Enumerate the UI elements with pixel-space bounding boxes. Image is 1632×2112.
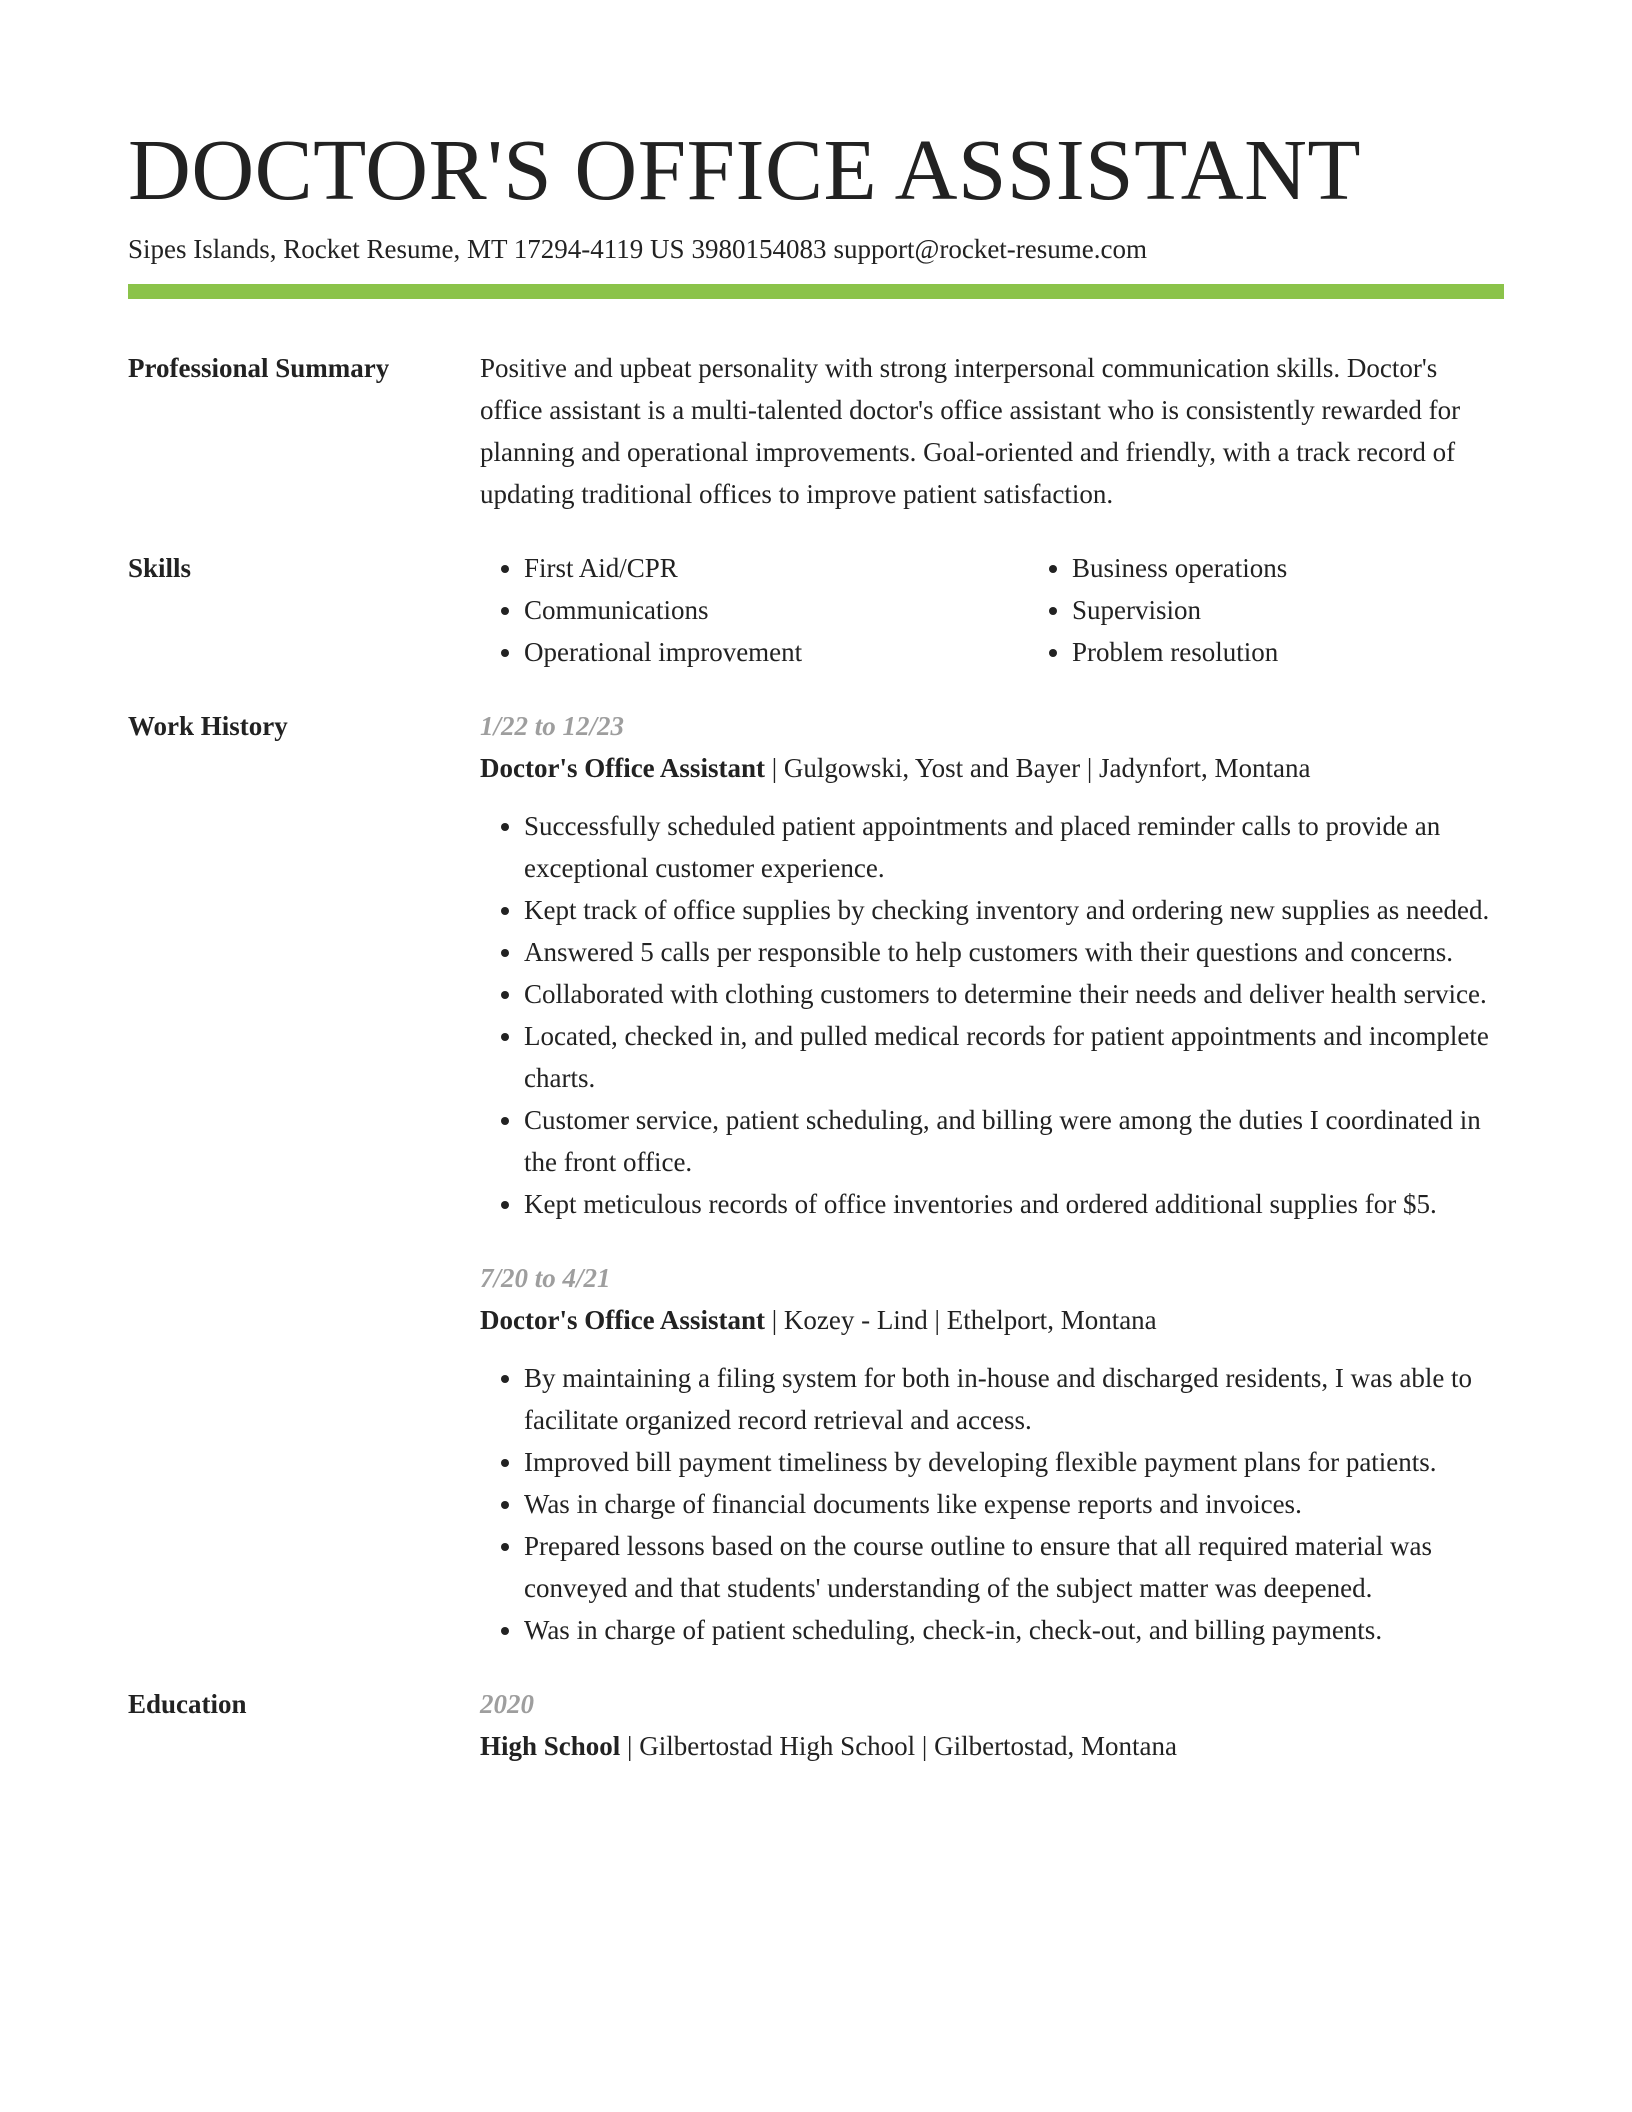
contact-address: Sipes Islands, Rocket Resume, MT 17294-4119 US	[128, 234, 685, 264]
job-bullets	[480, 805, 1504, 1225]
job-role: Doctor's Office Assistant	[480, 753, 765, 783]
job-dates: 7/20 to 4/21	[480, 1263, 611, 1293]
job-entry	[480, 1257, 1504, 1651]
job-role: Doctor's Office Assistant	[480, 1305, 765, 1335]
contact-line	[128, 231, 1504, 267]
job-bullet: • Improved bill payment timeliness by developing flexible payment plans for patients.	[524, 1441, 1504, 1483]
summary-section	[128, 347, 1504, 515]
skill-item: • Business operations	[1072, 547, 1576, 589]
job-bullet: • Prepared lessons based on the course outline to ensure that all required material was conveyed and that students' understanding of the subject matter was deepened.	[524, 1525, 1504, 1609]
skill-item: • Communications	[524, 589, 1028, 631]
job-bullet: • Kept meticulous records of office inventories and ordered additional supplies for $5.	[524, 1183, 1504, 1225]
section-title-skills: Skills	[128, 553, 192, 583]
education-school: | Gilbertostad High School | Gilbertostad, Montana	[620, 1731, 1178, 1761]
work-history-body	[480, 705, 1504, 1651]
contact-email[interactable]: support@rocket-resume.com	[833, 234, 1148, 264]
skill-item: • Supervision	[1072, 589, 1576, 631]
education-section	[128, 1683, 1504, 1767]
job-role-line	[480, 747, 1504, 789]
education-body	[480, 1683, 1504, 1767]
skill-item: • Operational improvement	[524, 631, 1028, 673]
skill-item: • First Aid/CPR	[524, 547, 1028, 589]
skill-item: • Problem resolution	[1072, 631, 1576, 673]
job-dates: 1/22 to 12/23	[480, 711, 625, 741]
job-bullet: • Was in charge of financial documents like expense reports and invoices.	[524, 1483, 1504, 1525]
section-title-summary: Professional Summary	[128, 353, 390, 383]
skills-columns	[480, 547, 1576, 673]
summary-text: Positive and upbeat personality with strong interpersonal communication skills. Doctor's office assistant is a multi-talented doctor's office assistant who is consistently rewarded for planning and operational improvements. Goal-oriented and friendly, with a track record of updating traditional offices to improve patient satisfaction.	[480, 353, 1461, 509]
job-bullet: • Was in charge of patient scheduling, check-in, check-out, and billing payments.	[524, 1609, 1504, 1651]
skills-list-left	[480, 547, 1028, 673]
job-bullet: • Customer service, patient scheduling, and billing were among the duties I coordinated in the front office.	[524, 1099, 1504, 1183]
resume-page	[128, 120, 1504, 1767]
job-bullet: • Collaborated with clothing customers to determine their needs and deliver health service.	[524, 973, 1504, 1015]
education-degree: High School	[480, 1731, 621, 1761]
contact-phone: 3980154083	[691, 234, 827, 264]
education-date: 2020	[480, 1689, 534, 1719]
education-line	[480, 1725, 1504, 1767]
job-bullets	[480, 1357, 1504, 1651]
job-role-line	[480, 1299, 1504, 1341]
job-employer: | Gulgowski, Yost and Bayer | Jadynfort, Montana	[764, 753, 1311, 783]
job-bullet: • Answered 5 calls per responsible to help customers with their questions and concerns.	[524, 931, 1504, 973]
job-bullet: • Successfully scheduled patient appointments and placed reminder calls to provide an exceptional customer experience.	[524, 805, 1504, 889]
skills-section	[128, 547, 1504, 673]
job-bullet: • Located, checked in, and pulled medical records for patient appointments and incomplete charts.	[524, 1015, 1504, 1099]
section-title-work: Work History	[128, 711, 288, 741]
job-employer: | Kozey - Lind | Ethelport, Montana	[764, 1305, 1157, 1335]
job-bullet: • By maintaining a filing system for both in-house and discharged residents, I was able to facilitate organized record retrieval and access.	[524, 1357, 1504, 1441]
skills-list-right	[1028, 547, 1576, 673]
candidate-title: DOCTOR'S OFFICE ASSISTANT	[128, 121, 1362, 218]
job-bullet: • Kept track of office supplies by checking inventory and ordering new supplies as needed.	[524, 889, 1504, 931]
section-title-education: Education	[128, 1689, 247, 1719]
job-entry	[480, 705, 1504, 1225]
work-history-section	[128, 705, 1504, 1651]
accent-divider	[128, 284, 1504, 299]
